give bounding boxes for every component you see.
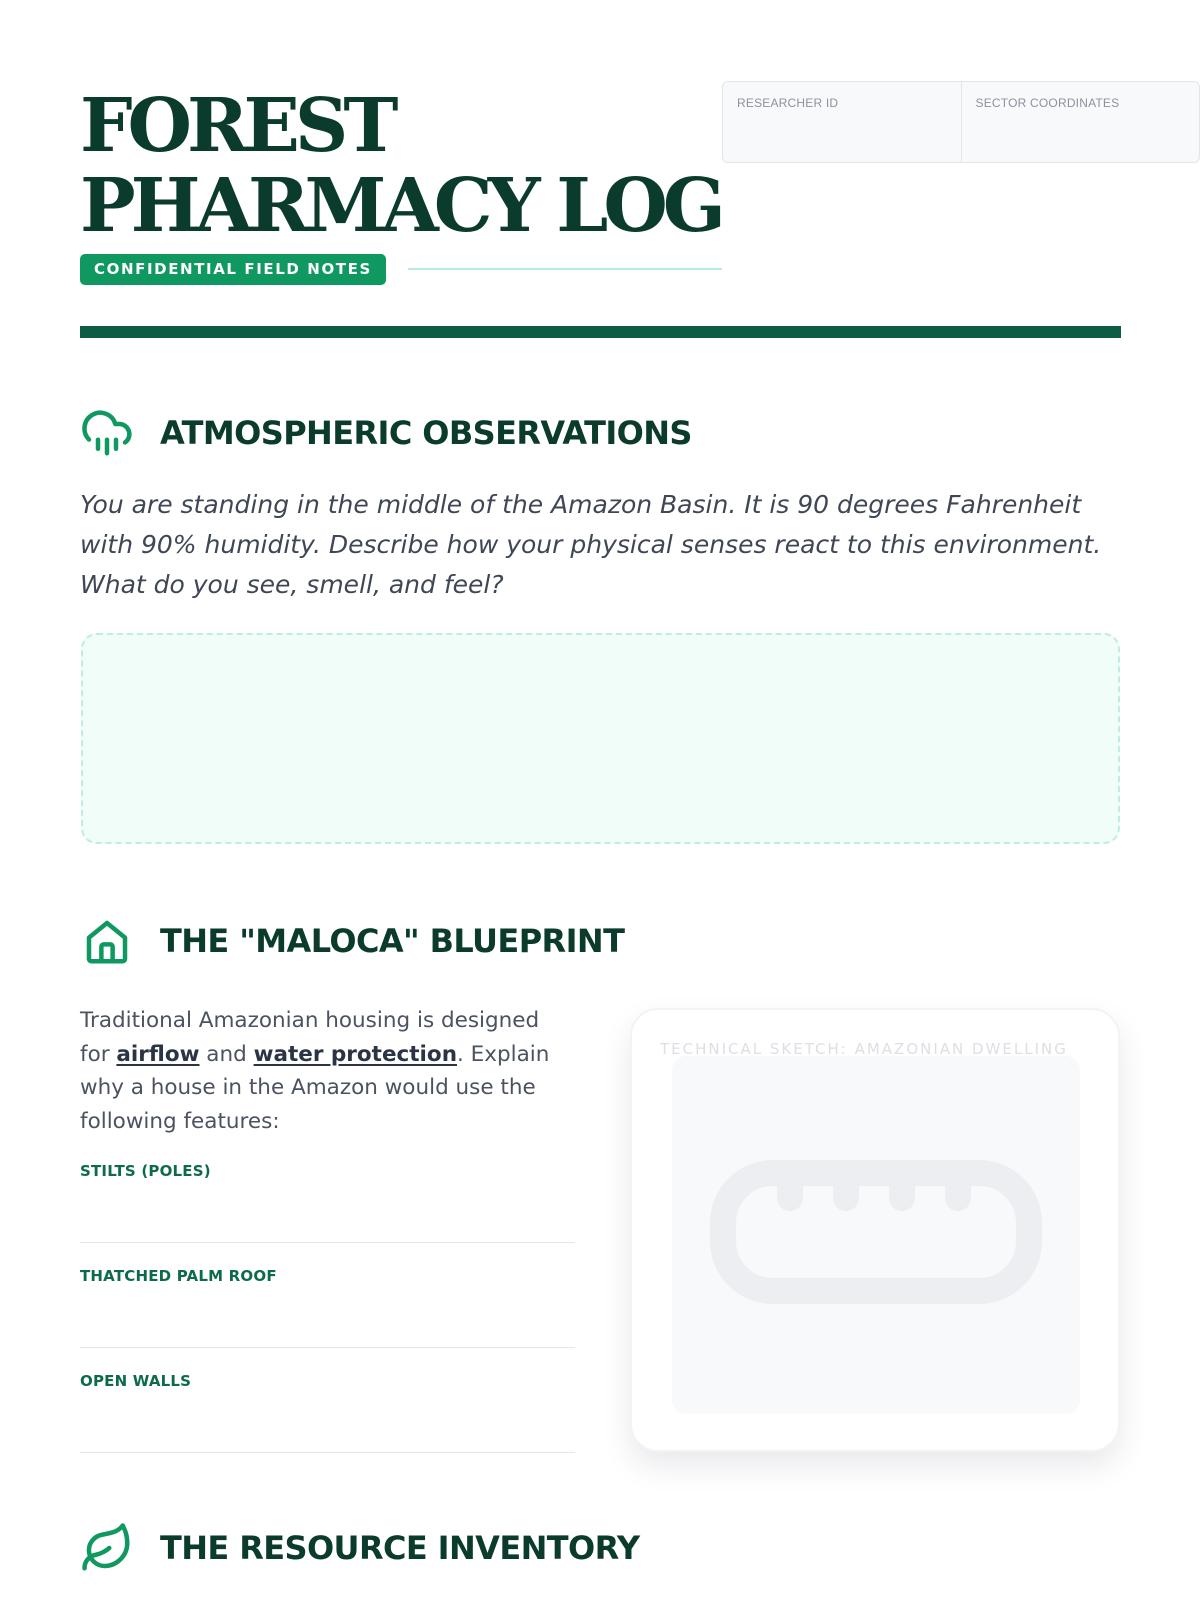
atmospheric-section-title: ATMOSPHERIC OBSERVATIONS — [160, 414, 692, 452]
feature-stilts[interactable] — [80, 1138, 575, 1243]
sketch-card — [630, 1008, 1120, 1452]
maloca-intro-text-2: and — [199, 1041, 254, 1067]
atmospheric-prompt: You are standing in the middle of the Amazon Basin. It is 90 degrees Fahrenheit with 90% humidity. Describe how your physical senses react to this environment. What do you see, smell, and feel? — [80, 490, 1102, 599]
cloud-rain-icon — [80, 406, 134, 460]
page-title — [80, 83, 721, 249]
researcher-meta-box — [722, 81, 1200, 163]
inventory-section-header — [80, 1521, 639, 1575]
inventory-section-title: THE RESOURCE INVENTORY — [160, 1529, 640, 1567]
page-title-line1: FOREST — [80, 83, 394, 169]
maloca-section-title: THE "MALOCA" BLUEPRINT — [160, 922, 625, 960]
maloca-intro-emphasis-airflow: airflow — [116, 1041, 200, 1067]
home-icon — [80, 914, 134, 968]
header-divider — [80, 326, 1121, 338]
feature-label: OPEN WALLS — [80, 1372, 192, 1390]
sector-coordinates-label: SECTOR COORDINATES — [975, 96, 1120, 110]
atmospheric-answer-box[interactable] — [81, 633, 1120, 844]
feature-label: THATCHED PALM ROOF — [80, 1267, 277, 1285]
feature-thatched-roof[interactable] — [80, 1243, 575, 1348]
page-title-line2: PHARMACY LOG — [80, 163, 721, 249]
maloca-intro — [80, 1004, 575, 1138]
maloca-section-header — [80, 914, 624, 968]
sector-coordinates-field[interactable] — [961, 82, 1200, 162]
maloca-intro-text-3: . Explain why a house in the Amazon would use the following features: — [80, 1041, 550, 1134]
atmospheric-section-header — [80, 406, 692, 460]
researcher-id-label: RESEARCHER ID — [737, 96, 839, 110]
sketch-title: TECHNICAL SKETCH: AMAZONIAN DWELLING — [660, 1040, 1068, 1058]
researcher-id-field[interactable] — [723, 82, 961, 162]
leaf-icon — [80, 1521, 134, 1575]
maloca-intro-text-1: Traditional Amazonian housing is designed for — [80, 1008, 540, 1067]
badge-divider — [408, 268, 722, 270]
sketch-area[interactable] — [672, 1056, 1080, 1414]
feature-label: STILTS (POLES) — [80, 1162, 211, 1180]
feature-open-walls[interactable] — [80, 1348, 575, 1453]
confidential-badge: CONFIDENTIAL FIELD NOTES — [80, 254, 386, 285]
ruler-icon — [710, 1160, 1042, 1304]
maloca-intro-emphasis-water: water protection — [253, 1041, 458, 1067]
